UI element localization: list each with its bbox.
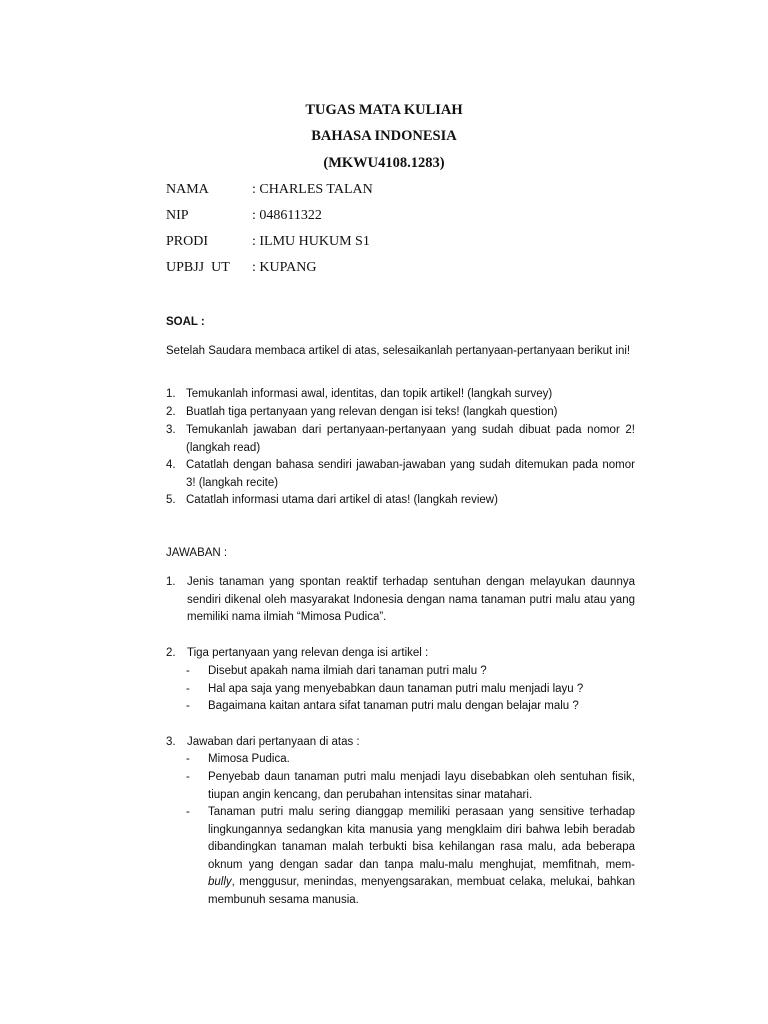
dash-marker: - xyxy=(186,683,190,695)
bullet-text: Bagaimana kaitan antara sifat tanaman putri malu dengan belajar malu ? xyxy=(208,700,579,712)
dash-marker: - xyxy=(186,806,190,818)
soal-item-number: 3. xyxy=(166,424,176,436)
bullet-text-part-1: Tanaman putri malu sering dianggap memiliki perasaan yang sensitive terhadap lingkungannya sedangkan kita manusia yang mengklaim diri bahwa lebih beradab dibandingkan tanaman malah terbukti bisa kehilangan rasa malu, ada beberapa oknum yang dengan sadar dan tanpa malu-malu menghujat, memfitnah, mem- xyxy=(208,806,635,871)
info-label-prodi: PRODI xyxy=(166,234,209,249)
soal-item-number: 5. xyxy=(166,494,176,506)
dash-marker: - xyxy=(186,700,190,712)
soal-item-text: Catatlah dengan bahasa sendiri jawaban-jawaban yang sudah ditemukan pada nomor 3! (langkah recite) xyxy=(186,459,635,489)
answer-text: Jenis tanaman yang spontan reaktif terhadap sentuhan dengan melayukan daunnya sendiri dikenal oleh masyarakat Indonesia dengan nama tanaman putri malu atau yang memiliki nama ilmiah “Mimosa Pudica”. xyxy=(187,576,635,623)
answer-2 xyxy=(166,645,635,663)
title-line-1: TUGAS MATA KULIAH xyxy=(305,102,463,118)
answer-number: 1. xyxy=(166,576,176,588)
soal-item-number: 4. xyxy=(166,459,176,471)
soal-intro: Setelah Saudara membaca artikel di atas, selesaikanlah pertanyaan-pertanyaan berikut ini! xyxy=(166,345,631,357)
info-value-nama: : CHARLES TALAN xyxy=(252,182,373,197)
bullet-text: Disebut apakah nama ilmiah dari tanaman putri malu ? xyxy=(208,665,487,677)
soal-item-text: Temukanlah informasi awal, identitas, dan topik artikel! (langkah survey) xyxy=(186,388,553,400)
soal-item-number: 2. xyxy=(166,406,176,418)
answer-number: 2. xyxy=(166,647,176,659)
soal-heading: SOAL : xyxy=(166,316,205,328)
bullet-text: Hal apa saja yang menyebabkan daun tanaman putri malu menjadi layu ? xyxy=(208,683,584,695)
answer-text: Jawaban dari pertanyaan di atas : xyxy=(187,736,360,748)
answer-1 xyxy=(166,574,635,628)
title-line-3: (MKWU4108.1283) xyxy=(323,155,445,171)
info-value-nip: : 048611322 xyxy=(252,208,322,223)
soal-item-text: Catatlah informasi utama dari artikel di atas! (langkah review) xyxy=(186,494,498,506)
soal-item xyxy=(166,492,635,510)
jawaban-heading: JAWABAN : xyxy=(166,547,228,559)
soal-item xyxy=(166,404,635,422)
dash-marker: - xyxy=(186,753,190,765)
bullet-text-part-2: , menggusur, menindas, menyengsarakan, membuat celaka, melukai, bahkan membunuh sesama manusia. xyxy=(208,876,635,906)
soal-item xyxy=(166,422,635,457)
soal-item-text: Temukanlah jawaban dari pertanyaan-pertanyaan yang sudah dibuat pada nomor 2! (langkah read) xyxy=(186,424,635,454)
soal-item xyxy=(166,457,635,492)
answer-text: Tiga pertanyaan yang relevan denga isi artikel : xyxy=(187,647,429,659)
info-value-prodi: : ILMU HUKUM S1 xyxy=(252,234,370,249)
soal-item-number: 1. xyxy=(166,388,176,400)
bullet-text: Mimosa Pudica. xyxy=(208,753,290,765)
soal-item-text: Buatlah tiga pertanyaan yang relevan dengan isi teks! (langkah question) xyxy=(186,406,558,418)
info-value-upbjj: : KUPANG xyxy=(252,260,317,275)
dash-marker: - xyxy=(186,665,190,677)
bullet-text-italic: bully xyxy=(208,876,232,888)
bullet-text xyxy=(208,804,635,909)
title-line-2: BAHASA INDONESIA xyxy=(311,128,457,144)
info-label-nip: NIP xyxy=(166,208,189,223)
dash-marker: - xyxy=(186,771,190,783)
info-label-nama: NAMA xyxy=(166,182,209,197)
soal-item xyxy=(166,386,635,404)
bullet-text: Penyebab daun tanaman putri malu menjadi layu disebabkan oleh sentuhan fisik, tiupan angin kencang, dan perubahan intensitas sinar matahari. xyxy=(208,771,635,801)
info-label-upbjj: UPBJJ UT xyxy=(166,260,230,275)
answer-3 xyxy=(166,734,635,752)
answer-number: 3. xyxy=(166,736,176,748)
